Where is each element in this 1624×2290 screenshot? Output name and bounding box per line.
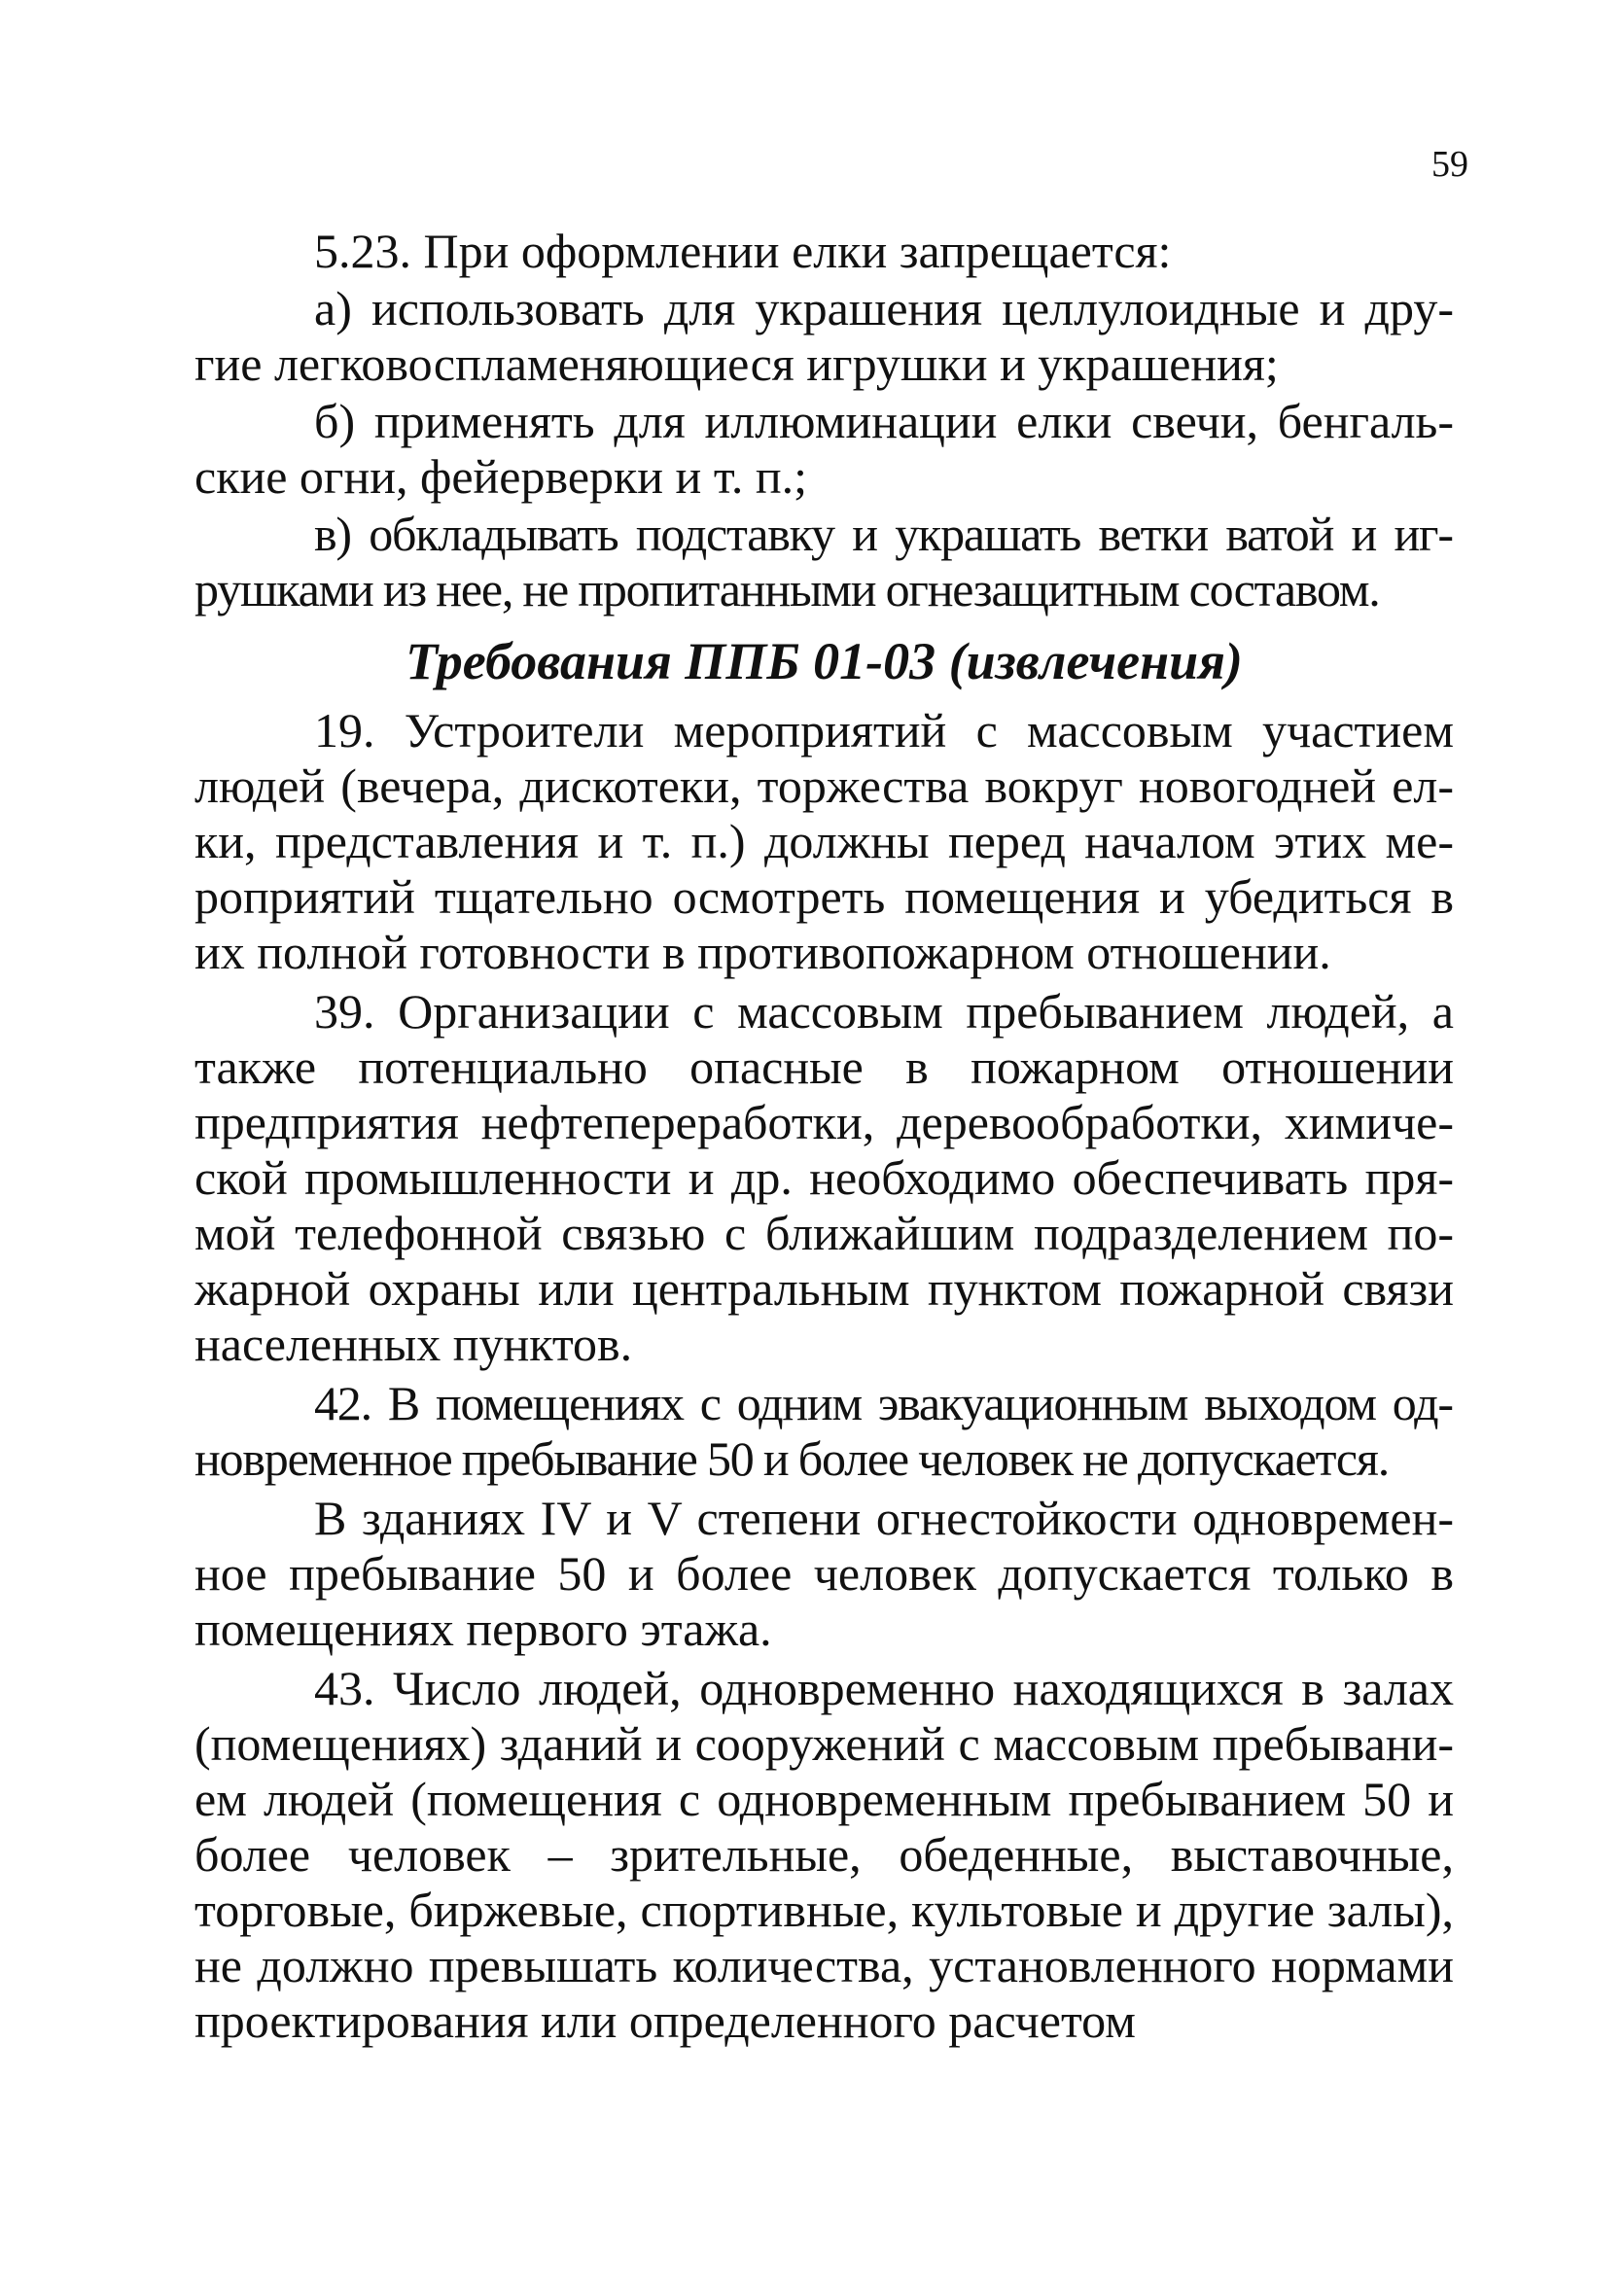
- page-body: [194, 224, 1454, 2049]
- page-number: 59: [1431, 144, 1468, 185]
- paragraph-39: 39. Организации с массовым пребыванием людей, а также потенциально опасные в пожарном отношении предприятия нефтепереработки, деревообработки, химической промышленности и др. необходимо обеспечивать прямой телефонной связью с ближайшим подразделением пожарной охраны или центральным пунктом пожарной связи населенных пунктов.: [194, 984, 1454, 1371]
- section-heading: Требования ППБ 01-03 (извлечения): [406, 632, 1243, 690]
- section-5-23-intro: 5.23. При оформлении елки запрещается:: [314, 224, 1172, 278]
- paragraph-19: 19. Устроители мероприятий с массовым участием людей (вечера, дискотеки, торжества вокруг новогодней елки, представления и т. п.) должны перед началом этих мероприятий тщательно осмотреть помещения и убедиться в их полной готовности в противопожарном отношении.: [194, 703, 1454, 979]
- section-5-23-item-v: в) обкладывать подставку и украшать ветки ватой и игрушками из нее, не пропитанными огнезащитным составом.: [194, 507, 1454, 617]
- paragraph-42-continued: В зданиях IV и V степени огнестойкости одновременное пребывание 50 и более человек допускается только в помещениях первого этажа.: [194, 1491, 1454, 1656]
- paragraph-43: 43. Число людей, одновременно находящихся в залах (помещениях) зданий и сооружений с массовым пребыванием людей (помещения с одновременным пребыванием 50 и более человек – зрительные, обеденные, выставочные, торговые, биржевые, спортивные, культовые и другие залы), не должно превышать количества, установленного нормами проектирования или определенного расчетом: [194, 1661, 1454, 2048]
- section-5-23-item-a: а) использовать для украшения целлулоидные и другие легковоспламеняющиеся игрушки и украшения;: [194, 281, 1454, 391]
- paragraph-42: 42. В помещениях с одним эвакуационным выходом одновременное пребывание 50 и более человек не допускается.: [194, 1376, 1454, 1486]
- section-5-23-item-b: б) применять для иллюминации елки свечи, бенгальские огни, фейерверки и т. п.;: [194, 394, 1454, 504]
